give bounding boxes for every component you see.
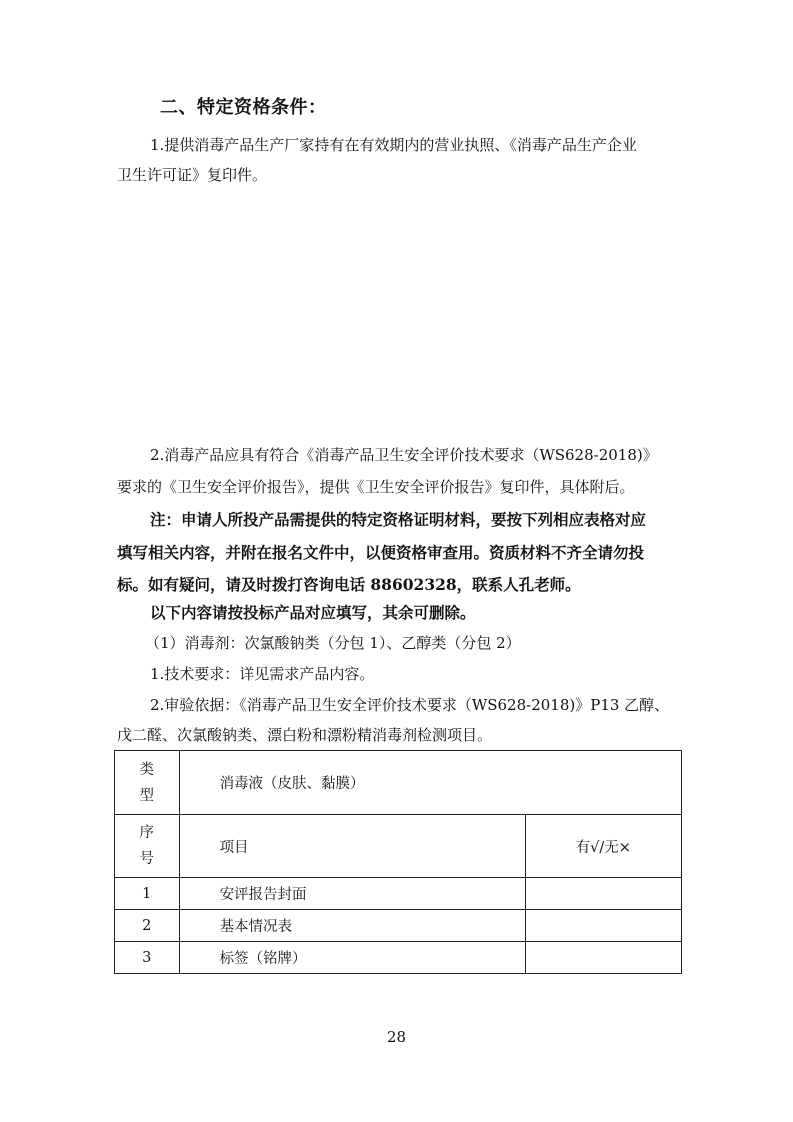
- type-value-cell: 消毒液（皮肤、黏膜）: [179, 751, 681, 815]
- table-type-row: [115, 751, 682, 815]
- header-no-2: 号: [139, 851, 155, 867]
- item1-line2: 卫生许可证》复印件。: [117, 166, 268, 184]
- item1-line1: 1.提供消毒产品生产厂家持有在有效期内的营业执照、《消毒产品生产企业: [150, 136, 637, 154]
- item2-line1: 2.消毒产品应具有符合《消毒产品卫生安全评价技术要求（WS628-2018)》: [150, 446, 658, 464]
- note-line2: 填写相关内容，并附在报名文件中，以便资格审查用。资质材料不齐全请勿投: [117, 543, 645, 562]
- tech-requirement-line: 1.技术要求：详见需求产品内容。: [150, 665, 375, 683]
- section-heading: 二、特定资格条件：: [160, 97, 327, 118]
- table-row: [115, 878, 682, 910]
- type-label-2: 型: [139, 787, 155, 804]
- table-header-row: [115, 815, 682, 878]
- category-line: （1）消毒剂：次氯酸钠类（分包 1）、乙醇类（分包 2）: [145, 634, 521, 652]
- row-item: 标签（铭牌）: [179, 942, 525, 974]
- header-check-cell: 有√/无×: [525, 815, 681, 878]
- basis-line2: 戊二醛、次氯酸钠类、漂白粉和漂粉精消毒剂检测项目。: [117, 726, 493, 744]
- header-no-cell: [115, 815, 180, 878]
- header-item-cell: 项目: [179, 815, 525, 878]
- type-label-1: 类: [139, 761, 155, 778]
- row-no: 1: [115, 878, 180, 910]
- row-check[interactable]: [525, 942, 681, 974]
- page-number: 28: [386, 1028, 407, 1046]
- table-row: [115, 910, 682, 942]
- row-no: 3: [115, 942, 180, 974]
- table-row: [115, 942, 682, 974]
- type-label-cell: [115, 751, 180, 815]
- note-line1: 注：申请人所投产品需提供的特定资格证明材料，要按下列相应表格对应: [150, 510, 647, 529]
- qualification-table: [114, 750, 682, 974]
- row-check[interactable]: [525, 910, 681, 942]
- note-line3: 标。如有疑问，请及时拨打咨询电话 88602328，联系人孔老师。: [117, 575, 581, 594]
- item2-line2: 要求的《卫生安全评价报告》，提供《卫生安全评价报告》复印件，具体附后。: [117, 478, 635, 496]
- instruction-line: 以下内容请按投标产品对应填写，其余可删除。: [150, 603, 476, 622]
- row-item: 安评报告封面: [179, 878, 525, 910]
- row-item: 基本情况表: [179, 910, 525, 942]
- basis-line1: 2.审验依据：《消毒产品卫生安全评价技术要求（WS628-2018)》P13 乙醇、: [150, 696, 670, 714]
- row-no: 2: [115, 910, 180, 942]
- row-check[interactable]: [525, 878, 681, 910]
- header-no-1: 序: [139, 825, 155, 841]
